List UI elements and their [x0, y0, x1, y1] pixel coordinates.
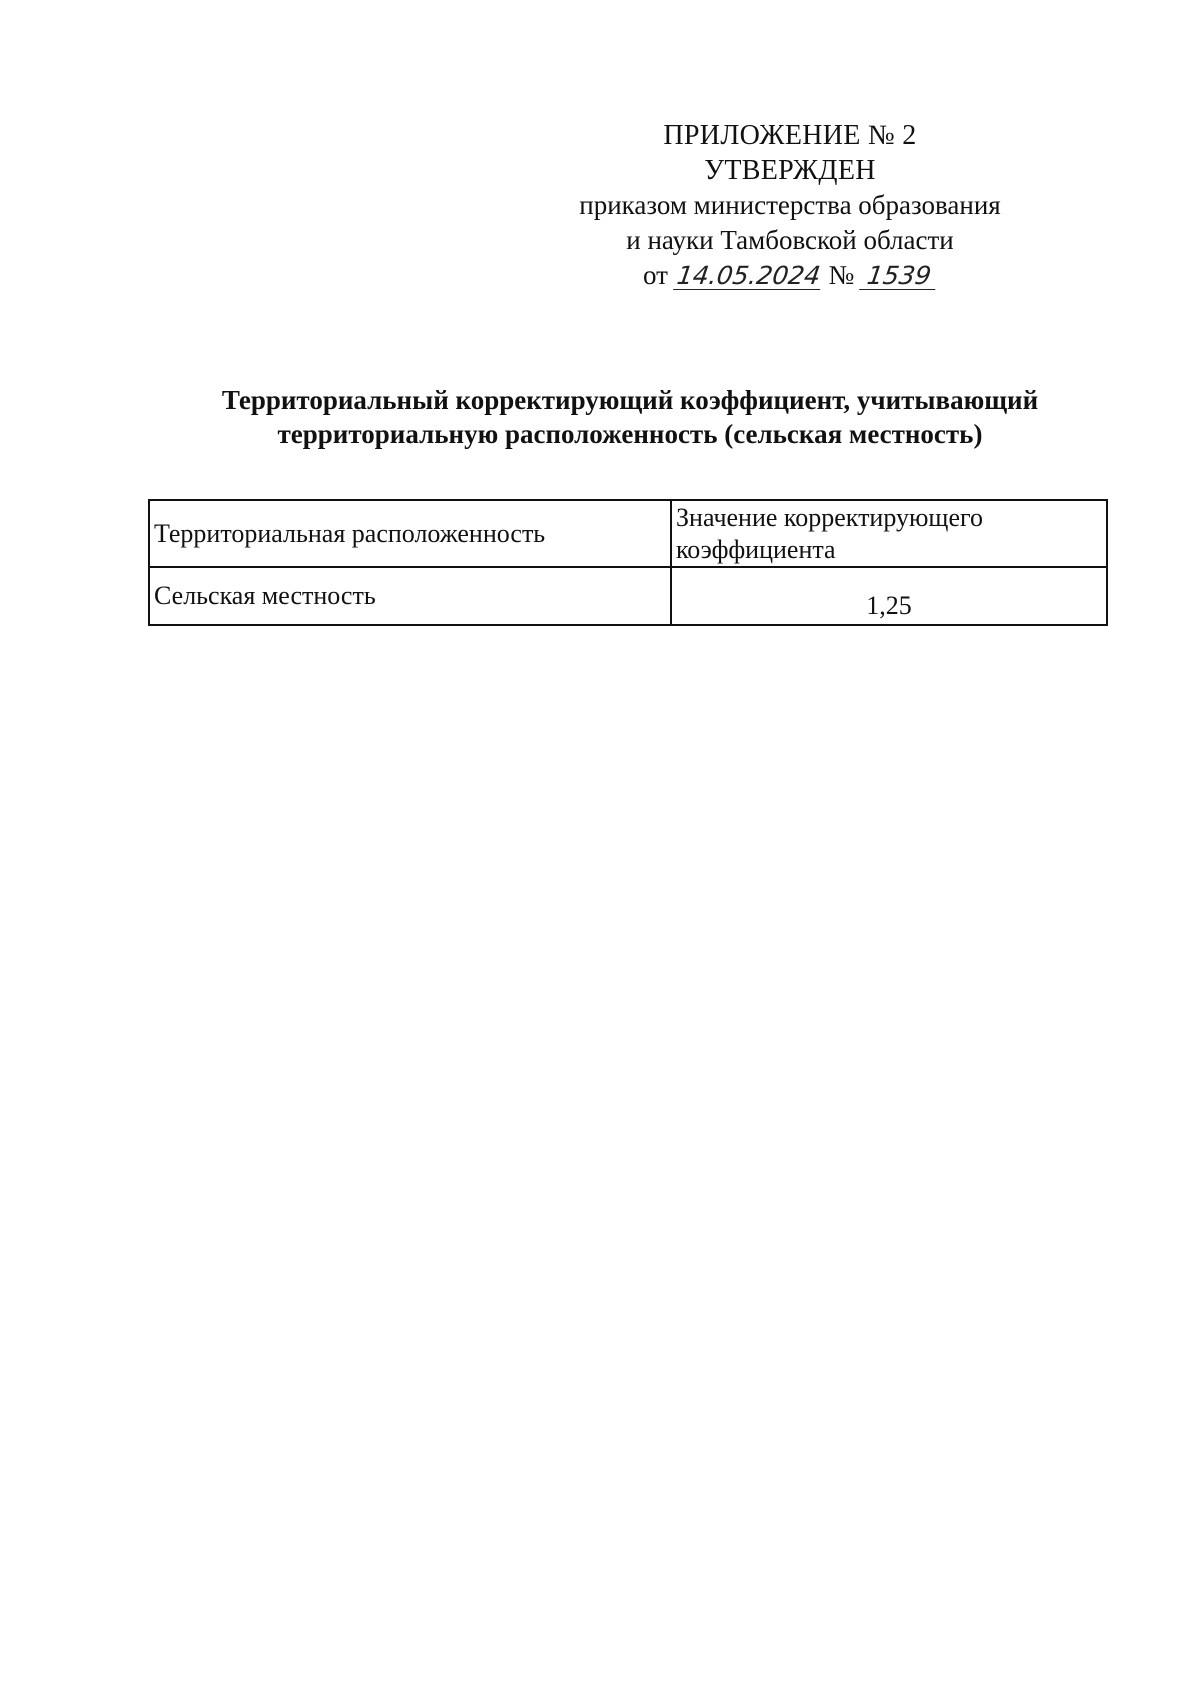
- handwritten-date: 14.05.2024: [674, 261, 822, 290]
- cell-coefficient-value: [671, 567, 1107, 625]
- coefficient-table: [148, 499, 1108, 626]
- cell-location: Сельская местность: [149, 567, 671, 625]
- date-prefix: от: [642, 260, 668, 290]
- title-line-1: Территориальный корректирующий коэффициент, учитывающий: [221, 385, 1039, 415]
- header-coefficient-value: Значение корректирующего коэффициента: [671, 500, 1107, 567]
- order-issuer-line-2: и науки Тамбовской области: [626, 225, 954, 255]
- order-date-number-line: [560, 258, 1020, 293]
- table-row: [149, 567, 1107, 625]
- appendix-heading: ПРИЛОЖЕНИЕ № 2: [663, 120, 917, 151]
- handwritten-number: 1539: [859, 263, 939, 290]
- document-title: [140, 383, 1120, 451]
- approved-heading: УТВЕРЖДЕН: [704, 155, 876, 186]
- coefficient-value: 1,25: [866, 591, 912, 620]
- title-line-2: территориальную расположенность (сельская местность): [277, 419, 983, 449]
- header-location: Территориальная расположенность: [149, 500, 671, 567]
- table-header-row: [149, 500, 1107, 567]
- order-issuer-line-1: приказом министерства образования: [579, 190, 1001, 220]
- approval-block: [560, 118, 1020, 293]
- number-prefix: №: [828, 260, 855, 290]
